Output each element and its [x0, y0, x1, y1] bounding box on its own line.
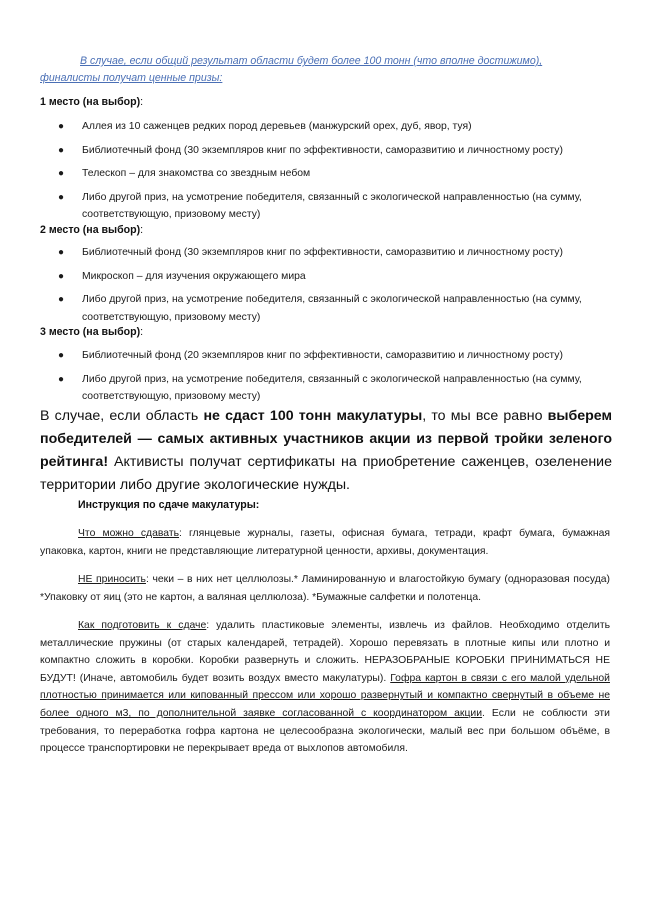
place-3-list	[40, 347, 610, 412]
summary-paragraph: В случае, если область не сдаст 100 тонн макулатуры, то мы все равно выберем победителей — самых активных участников акции из первой тройки зеленого рейтинга! Активисты получат сертификаты на приобретение саженцев, озеленение территории либо другие экологические нужды.	[40, 408, 612, 493]
list-item: ● Либо другой приз, на усмотрение победителя, связанный с экологической направленностью (на сумму, соответствующую, призовому месту)	[40, 189, 610, 224]
bullet-icon: ●	[58, 294, 65, 305]
list-item: ● Телескоп – для знакомства со звездным небом	[40, 165, 610, 183]
list-item: ● Аллея из 10 саженцев редких пород деревьев (манжурский орех, дуб, явор, туя)	[40, 118, 610, 136]
intro-line-2: финалисты получат ценные призы:	[40, 72, 223, 84]
bullet-icon: ●	[58, 270, 65, 282]
bullet-icon: ●	[58, 373, 65, 385]
list-item: ● Библиотечный фонд (30 экземпляров книг по эффективности, саморазвитию и личностному росту)	[40, 244, 610, 262]
place-2-list	[40, 244, 610, 332]
cardboard-note: Гофра картон в связи с его малой удельной плотностью принимается или кипованный прессом или хорошо развернутый и компактно свернутый в объеме не более одного м3, по дополнительной заявке согласованной с координатором акции	[40, 672, 610, 719]
place-1-list	[40, 118, 610, 230]
what-to-bring-paragraph: Что можно сдавать: глянцевые журналы, газеты, офисная бумага, тетради, крафт бумага, бумажная упаковка, картон, книги не представляющие литературной ценности, архивы, документация.	[40, 528, 610, 557]
intro-line-1: В случае, если общий результат области будет более 100 тонн (что вполне достижимо),	[80, 55, 543, 67]
bullet-icon: ●	[58, 191, 65, 203]
list-item: ● Библиотечный фонд (20 экземпляров книг по эффективности, саморазвитию и личностному росту)	[40, 347, 610, 365]
list-item: ● Либо другой приз, на усмотрение победителя, связанный с экологической направленностью (на сумму, соответствующую, призовому месту)	[40, 291, 610, 326]
place-3-title: 3 место (на выбор):	[40, 326, 144, 338]
bullet-icon: ●	[58, 121, 65, 132]
do-not-bring-label: НЕ приносить	[78, 574, 146, 585]
intro-paragraph	[40, 53, 600, 87]
place-2-title: 2 место (на выбор):	[40, 224, 144, 236]
list-item: ● Либо другой приз, на усмотрение победителя, связанный с экологической направленностью (на сумму, соответствующую, призовому месту)	[40, 371, 610, 406]
bullet-icon: ●	[58, 144, 65, 156]
list-item: ● Микроскоп – для изучения окружающего мира	[40, 268, 610, 286]
place-1-title: 1 место (на выбор):	[40, 96, 144, 108]
instructions-title: Инструкция по сдаче макулатуры:	[78, 499, 260, 511]
bullet-icon: ●	[58, 247, 65, 258]
do-not-bring-paragraph: НЕ приносить: чеки – в них нет целлюлозы.* Ламинированную и влагостойкую бумагу (одноразовая посуда) *Упаковку от яиц (это не картон, а валяная целлюлоза). *Бумажные салфетки и полотенца.	[40, 574, 610, 603]
what-to-bring-label: Что можно сдавать	[78, 528, 179, 539]
list-item: ● Библиотечный фонд (30 экземпляров книг по эффективности, саморазвитию и личностному росту)	[40, 142, 610, 160]
how-to-prepare-paragraph: Как подготовить к сдаче: удалить пластиковые элементы, извлечь из файлов. Необходимо отделить металлические пружины (от старых календарей, тетрадей). Хорошо перевязать в плотные кипы или плотно и компактно сложить в коробки. Коробки развернуть и сложить. НЕРАЗОБРАНЫЕ КОРОБКИ ПРИНИМАТЬСЯ НЕ БУДУТ! (Иначе, автомобиль будет возить воздух вместо макулатуры). Гофра картон в связи с его малой удельной плотностью принимается или кипованный прессом или хорошо развернутый и компактно свернутый в объеме не более одного м3, по дополнительной заявке согласованной с координатором акции. Если не соблюсти эти требования, то переработка гофра картона не целесообразна экологически, малый вес при большом объёме, в процессе транспортировки не перекрывает вреда от выхлопов автомобиля.	[40, 620, 610, 755]
how-to-prepare-label: Как подготовить к сдаче	[78, 620, 207, 631]
bullet-icon: ●	[58, 350, 65, 361]
bullet-icon: ●	[58, 168, 65, 179]
